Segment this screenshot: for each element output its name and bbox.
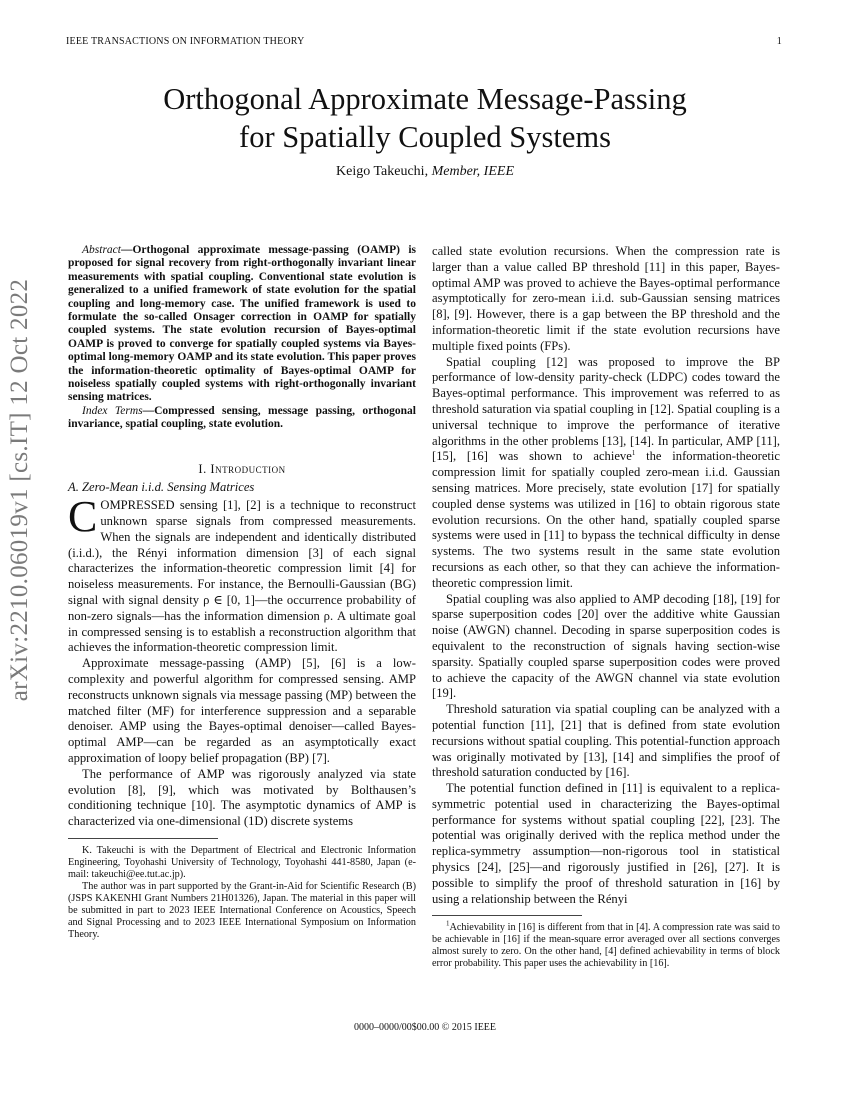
paragraph-r2 bbox=[432, 355, 780, 592]
copyright-footer: 0000–0000/00$00.00 © 2015 IEEE bbox=[353, 1022, 497, 1033]
title-line-2: for Spatially Coupled Systems bbox=[239, 120, 611, 154]
footnote-author: K. Takeuchi is with the Department of Electrical and Electronic Information Engineering, Toyohashi University of Technology, Toyohashi 441-8580, Japan (e-mail: takeuchi@ee.tut.ac.jp). bbox=[68, 845, 416, 881]
index-terms-label: Index Terms bbox=[82, 404, 143, 417]
left-column bbox=[68, 244, 416, 941]
paragraph-r2-text-b: the information-theoretic compression limit for spatially coupled zero-mean i.i.d. Gaussian sensing matrices. More precisely, state evolution [17] for spatially coupled dense systems was utilized in [16] to obtain rigorous state evolution recursions. On the other hand, spatially coupled sparse systems were used in [11] to bypass the technical difficulty in dense systems. The two systems result in the same state evolution recursions as each other, so that they can achieve the information-theoretic compression limit. bbox=[432, 449, 780, 590]
right-column bbox=[432, 244, 780, 970]
drop-cap: C bbox=[68, 492, 98, 542]
title-line-1: Orthogonal Approximate Message-Passing bbox=[163, 82, 687, 116]
footnote-support: The author was in part supported by the Grant-in-Aid for Scientific Research (B) (JSPS KAKENHI Grant Numbers 21H01326), Japan. The material in this paper will be submitted in part to 2023 IEEE International Conference on Acoustics, Speech and Signal Processing and to 2023 IEEE International Symposium on Information Theory. bbox=[68, 881, 416, 941]
footnote-mark[interactable]: 1 bbox=[631, 449, 636, 458]
footnote-1-text: Achievability in [16] is different from that in [4]. A compression rate was said to be achievable in [16] if the mean-square error averaged over all sections converges almost surely to zero. On the other hand, [4] defined achievability in terms of block error probability. This paper uses the achievability in [16]. bbox=[432, 922, 780, 970]
paragraph-r3: Spatial coupling was also applied to AMP decoding [18], [19] for sparse superposition codes [20] over the additive white Gaussian noise (AWGN) channel. Decoding in sparse superposition codes is equivalent to the reconstruction of signals having section-wise sparsity. Spatially coupled sparse superposition codes were proved to achieve the capacity of the AWGN channel via state evolution [19]. bbox=[432, 591, 780, 701]
paragraph-intro-1 bbox=[68, 492, 416, 656]
journal-header: IEEE TRANSACTIONS ON INFORMATION THEORY bbox=[66, 36, 305, 47]
paragraph-r5: The potential function defined in [11] is equivalent to a replica-symmetric potential used in characterizing the Bayes-optimal performance for systems without spatial coupling [22], [23]. The potential was originally derived with the replica method under the replica-symmetry assumption—non-rigorous tool in statistical physics [24], [25]—and rigorously justified in [26], [27]. It is possible to simplify the proof of threshold saturation in [16] by using a relationship between the Rényi bbox=[432, 781, 780, 906]
author-line bbox=[60, 164, 790, 180]
section-number: I. bbox=[198, 461, 211, 476]
paragraph-intro-1-text: OMPRESSED sensing [1], [2] is a technique to reconstruct unknown sparse signals from compressed measurements. When the signals are independent and identically distributed (i.i.d.), the Rényi information dimension [3] of each signal characterizes the information-theoretic compression limit [4] for noiseless measurements. For instance, the Bernoulli-Gaussian (BG) signal with signal density ρ ∈ [0, 1]—the occurrence probability of non-zero signals—has the information dimension ρ. A ultimate goal in compressed sensing is to establish a reconstruction algorithm that achieves the information-theoretic compression limit. bbox=[68, 498, 416, 655]
author-name: Keigo Takeuchi, bbox=[336, 164, 429, 179]
subsection-heading: A. Zero-Mean i.i.d. Sensing Matrices bbox=[68, 480, 255, 495]
footnote-divider bbox=[68, 838, 218, 839]
paragraph-r1: called state evolution recursions. When the compression rate is larger than a value called BP threshold [11] in this paper, Bayes-optimal AMP was proved to achieve the Bayes-optimal performance asymptotically for zero-mean i.i.d. sub-Gaussian sensing matrices [8], [9]. However, there is a gap between the BP threshold and the information-theoretic limit if the state evolution recursions have multiple fixed points (FPs). bbox=[432, 244, 780, 353]
section-title: Introduction bbox=[210, 461, 286, 476]
footnote-1 bbox=[432, 922, 780, 970]
paragraph-intro-2: Approximate message-passing (AMP) [5], [6] is a low-complexity and powerful algorithm for compressed sensing. AMP reconstructs unknown signals via message passing (MP) between the matched filter (MF) for interference suppression and a separable denoiser. AMP using the Bayes-optimal denoiser—called Bayes-optimal AMP—can be regarded as an asymptotically exact approximation of loopy belief propagation (BP) [7]. bbox=[68, 656, 416, 766]
abstract bbox=[68, 244, 416, 405]
footnote-1-mark: 1 bbox=[446, 920, 450, 929]
paragraph-r2-text-a: Spatial coupling [12] was proposed to improve the BP performance of low-density parity-check (LDPC) codes toward the Bayes-optimal performance. This improvement was referred to as threshold saturation via spatial coupling in [12]. Spatial coupling is a universal technique to improve the performance of iterative algorithms in the other problems [13], [14]. In particular, AMP [11], [15], [16] was shown to achieve bbox=[432, 354, 780, 464]
paragraph-r4: Threshold saturation via spatial coupling can be analyzed with a potential function [11], [21] that is defined from state evolution recursions without spatial coupling. This potential-function approach was originally motivated by [13], [14] and simplifies the proof of threshold saturation conducted by [16]. bbox=[432, 702, 780, 780]
index-terms-text: —Compressed sensing, message passing, orthogonal invariance, spatial coupling, state evolution. bbox=[68, 404, 416, 431]
page-number: 1 bbox=[776, 36, 782, 47]
arxiv-stamp bbox=[2, 280, 38, 700]
abstract-text: —Orthogonal approximate message-passing (OAMP) is proposed for signal recovery from right-orthogonally invariant linear measurements with spatial coupling. Conventional state evolution is generalized to a unified framework of state evolution for the spatial coupling and long-memory case. The unified framework is used to formulate the so-called Onsager correction in OAMP for spatially coupled systems. The state evolution recursion of Bayes-optimal OAMP is proved to converge for spatially coupled systems via Bayes-optimal long-memory OAMP and its state evolution. This paper proves the information-theoretic optimality of Bayes-optimal OAMP for noiseless spatially coupled systems with right-orthogonally invariant sensing matrices. bbox=[68, 244, 416, 404]
paragraph-intro-3: The performance of AMP was rigorously analyzed via state evolution [8], [9], which was motivated by Bolthausen’s conditioning technique [10]. The asymptotic dynamics of AMP is characterized via one-dimensional (1D) discrete systems bbox=[68, 766, 416, 829]
arxiv-stamp-text: arXiv:2210.06019v1 [cs.IT] 12 Oct 2022 bbox=[6, 278, 33, 702]
abstract-label: Abstract bbox=[82, 244, 121, 256]
index-terms bbox=[68, 405, 416, 432]
paper-title bbox=[60, 80, 790, 156]
section-heading bbox=[68, 462, 416, 478]
footnote-divider-right bbox=[432, 915, 582, 916]
author-role: Member, IEEE bbox=[431, 164, 514, 179]
